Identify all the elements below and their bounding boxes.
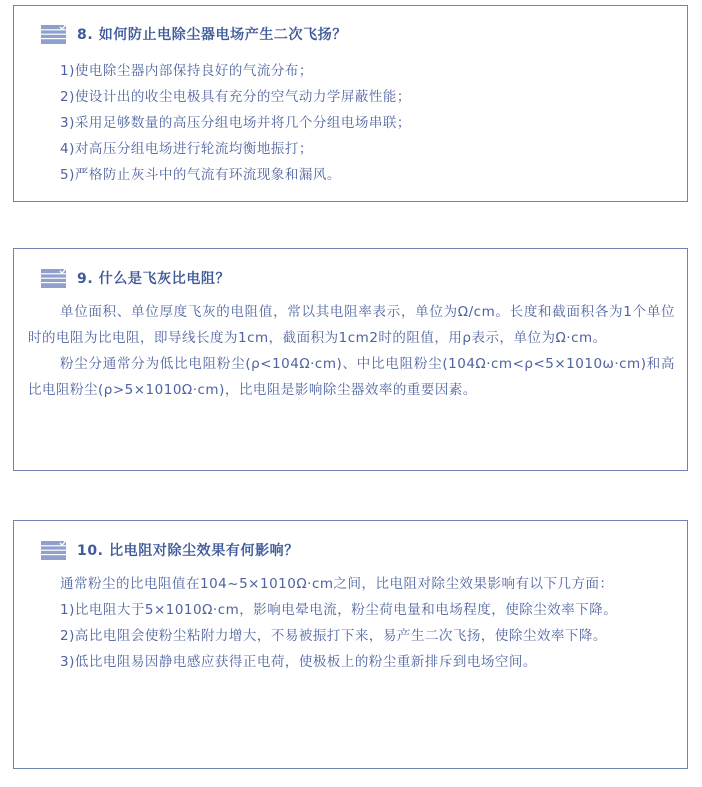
section-title: 9. 什么是飞灰比电阻？ [77, 271, 231, 287]
list-item: 4)对高压分组电场进行轮流均衡地振打； [60, 141, 313, 157]
paragraph: 粉尘分通常分为低比电阻粉尘(ρ<104Ω·cm)、中比电阻粉尘(104Ω·cm<ρ<5×1010ω·cm)和高比电阻粉尘(ρ>5×1010Ω·cm)，比电阻是影响除尘器效率的重要因素。 [28, 356, 675, 398]
paragraph: 2)高比电阻会使粉尘粘附力增大，不易被振打下来，易产生二次飞扬，使除尘效率下降。 [60, 628, 607, 644]
list-icon [41, 25, 67, 44]
paragraph: 单位面积、单位厚度飞灰的电阻值，常以其电阻率表示，单位为Ω/cm。长度和截面积各为1个单位时的电阻为比电阻，即导线长度为1cm，截面积为1cm2时的阻值，用ρ表示，单位为Ω·cm。 [28, 304, 675, 346]
list-icon [41, 541, 67, 560]
list-item: 3)采用足够数量的高压分组电场并将几个分组电场串联； [60, 115, 411, 131]
paragraph: 1)比电阻大于5×1010Ω·cm，影响电晕电流，粉尘荷电量和电场程度，使除尘效率下降。 [60, 602, 618, 618]
section-card-9 [13, 248, 688, 471]
section-heading [41, 24, 347, 44]
section-body [28, 58, 675, 188]
section-card-8 [13, 5, 688, 202]
paragraph: 3)低比电阻易因静电感应获得正电荷，使极板上的粉尘重新排斥到电场空间。 [60, 654, 537, 670]
section-body [28, 571, 675, 675]
section-title: 10. 比电阻对除尘效果有何影响？ [77, 543, 299, 559]
list-item: 2)使设计出的收尘电极具有充分的空气动力学屏蔽性能； [60, 89, 411, 105]
paragraph: 通常粉尘的比电阻值在104~5×1010Ω·cm之间，比电阻对除尘效果影响有以下几方面： [60, 576, 614, 592]
section-body [28, 299, 675, 403]
section-card-10 [13, 520, 688, 769]
list-item: 1)使电除尘器内部保持良好的气流分布； [60, 63, 313, 79]
section-heading [41, 540, 299, 560]
section-title: 8. 如何防止电除尘器电场产生二次飞扬？ [77, 27, 347, 43]
section-heading [41, 268, 230, 288]
list-icon [41, 269, 67, 288]
list-item: 5)严格防止灰斗中的气流有环流现象和漏风。 [60, 167, 341, 183]
